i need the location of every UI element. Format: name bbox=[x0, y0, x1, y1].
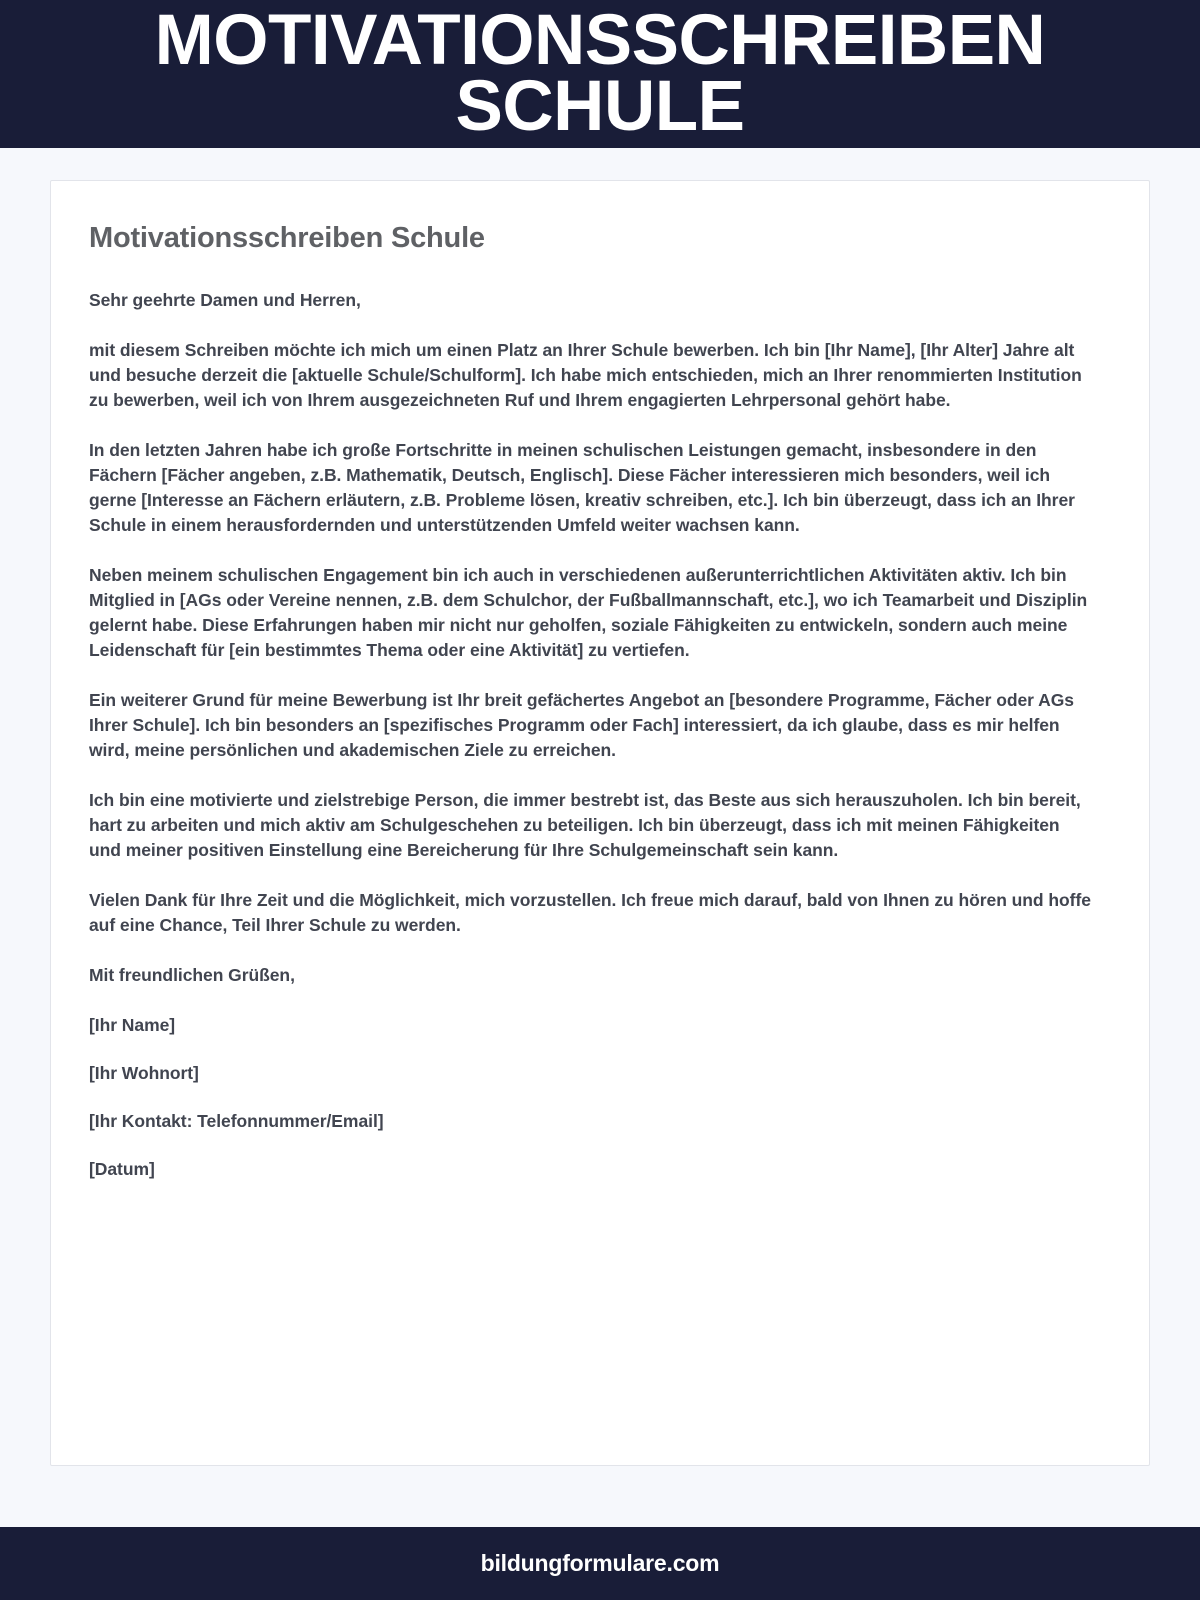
site-footer-banner bbox=[0, 1527, 1200, 1600]
document-body bbox=[89, 288, 1091, 1182]
footer-site-name: bildungformulare.com bbox=[480, 1550, 720, 1576]
signature-line-city: [Ihr Wohnort] bbox=[89, 1062, 199, 1083]
page-content-area bbox=[0, 148, 1200, 1527]
letter-paragraph-1: mit diesem Schreiben möchte ich mich um einen Platz an Ihrer Schule bewerben. Ich bin [Ihr Name], [Ihr Alter] Jahre alt und besuche derzeit die [aktuelle Schule/Schulform]. Ich habe mich entschieden, mich an Ihrer renommierten Institution zu bewerben, weil ich von Ihrem ausgezeichneten Ruf und Ihrem engagierten Lehrpersonal gehört habe. bbox=[89, 339, 1082, 410]
document-heading: Motivationsschreiben Schule bbox=[89, 222, 485, 254]
letter-paragraph-6: Vielen Dank für Ihre Zeit und die Möglichkeit, mich vorzustellen. Ich freue mich darauf, bald von Ihnen zu hören und hoffe auf eine Chance, Teil Ihrer Schule zu werden. bbox=[89, 889, 1091, 935]
letter-paragraph-2: In den letzten Jahren habe ich große Fortschritte in meinen schulischen Leistungen gemacht, insbesondere in den Fächern [Fächer angeben, z.B. Mathematik, Deutsch, Englisch]. Diese Fächer interessieren mich besonders, weil ich gerne [Interesse an Fächern erläutern, z.B. Probleme lösen, kreativ schreiben, etc.]. Ich bin überzeugt, dass ich an Ihrer Schule in einem herausfordernden und unterstützenden Umfeld weiter wachsen kann. bbox=[89, 439, 1075, 535]
signature-line-date: [Datum] bbox=[89, 1158, 155, 1179]
signature-line-name: [Ihr Name] bbox=[89, 1014, 176, 1035]
document-card bbox=[50, 180, 1150, 1466]
letter-paragraph-3: Neben meinem schulischen Engagement bin ich auch in verschiedenen außerunterrichtlichen Aktivitäten aktiv. Ich bin Mitglied in [AGs oder Vereine nennen, z.B. dem Schulchor, der Fußballmannschaft, etc.], wo ich Teamarbeit und Disziplin gelernt habe. Diese Erfahrungen haben mir nicht nur geholfen, soziale Fähigkeiten zu entwickeln, sondern auch meine Leidenschaft für [ein bestimmtes Thema oder eine Aktivität] zu vertiefen. bbox=[89, 564, 1088, 660]
letter-closing: Mit freundlichen Grüßen, bbox=[89, 964, 295, 985]
letter-paragraph-4: Ein weiterer Grund für meine Bewerbung ist Ihr breit gefächertes Angebot an [besondere Programme, Fächer oder AGs Ihrer Schule]. Ich bin besonders an [spezifisches Programm oder Fach] interessiert, da ich glaube, dass es mir helfen wird, meine persönlichen und akademischen Ziele zu erreichen. bbox=[89, 689, 1074, 760]
page-title: MOTIVATIONSSCHREIBEN SCHULE bbox=[154, 0, 1046, 146]
letter-salutation: Sehr geehrte Damen und Herren, bbox=[89, 289, 361, 310]
letter-paragraph-5: Ich bin eine motivierte und zielstrebige Person, die immer bestrebt ist, das Beste aus sich herauszuholen. Ich bin bereit, hart zu arbeiten und mich aktiv am Schulgeschehen zu beteiligen. Ich bin überzeugt, dass ich mit meinen Fähigkeiten und meiner positiven Einstellung eine Bereicherung für Ihre Schulgemeinschaft sein kann. bbox=[89, 789, 1081, 860]
site-header-banner bbox=[0, 0, 1200, 148]
signature-line-contact: [Ihr Kontakt: Telefonnummer/Email] bbox=[89, 1110, 384, 1131]
